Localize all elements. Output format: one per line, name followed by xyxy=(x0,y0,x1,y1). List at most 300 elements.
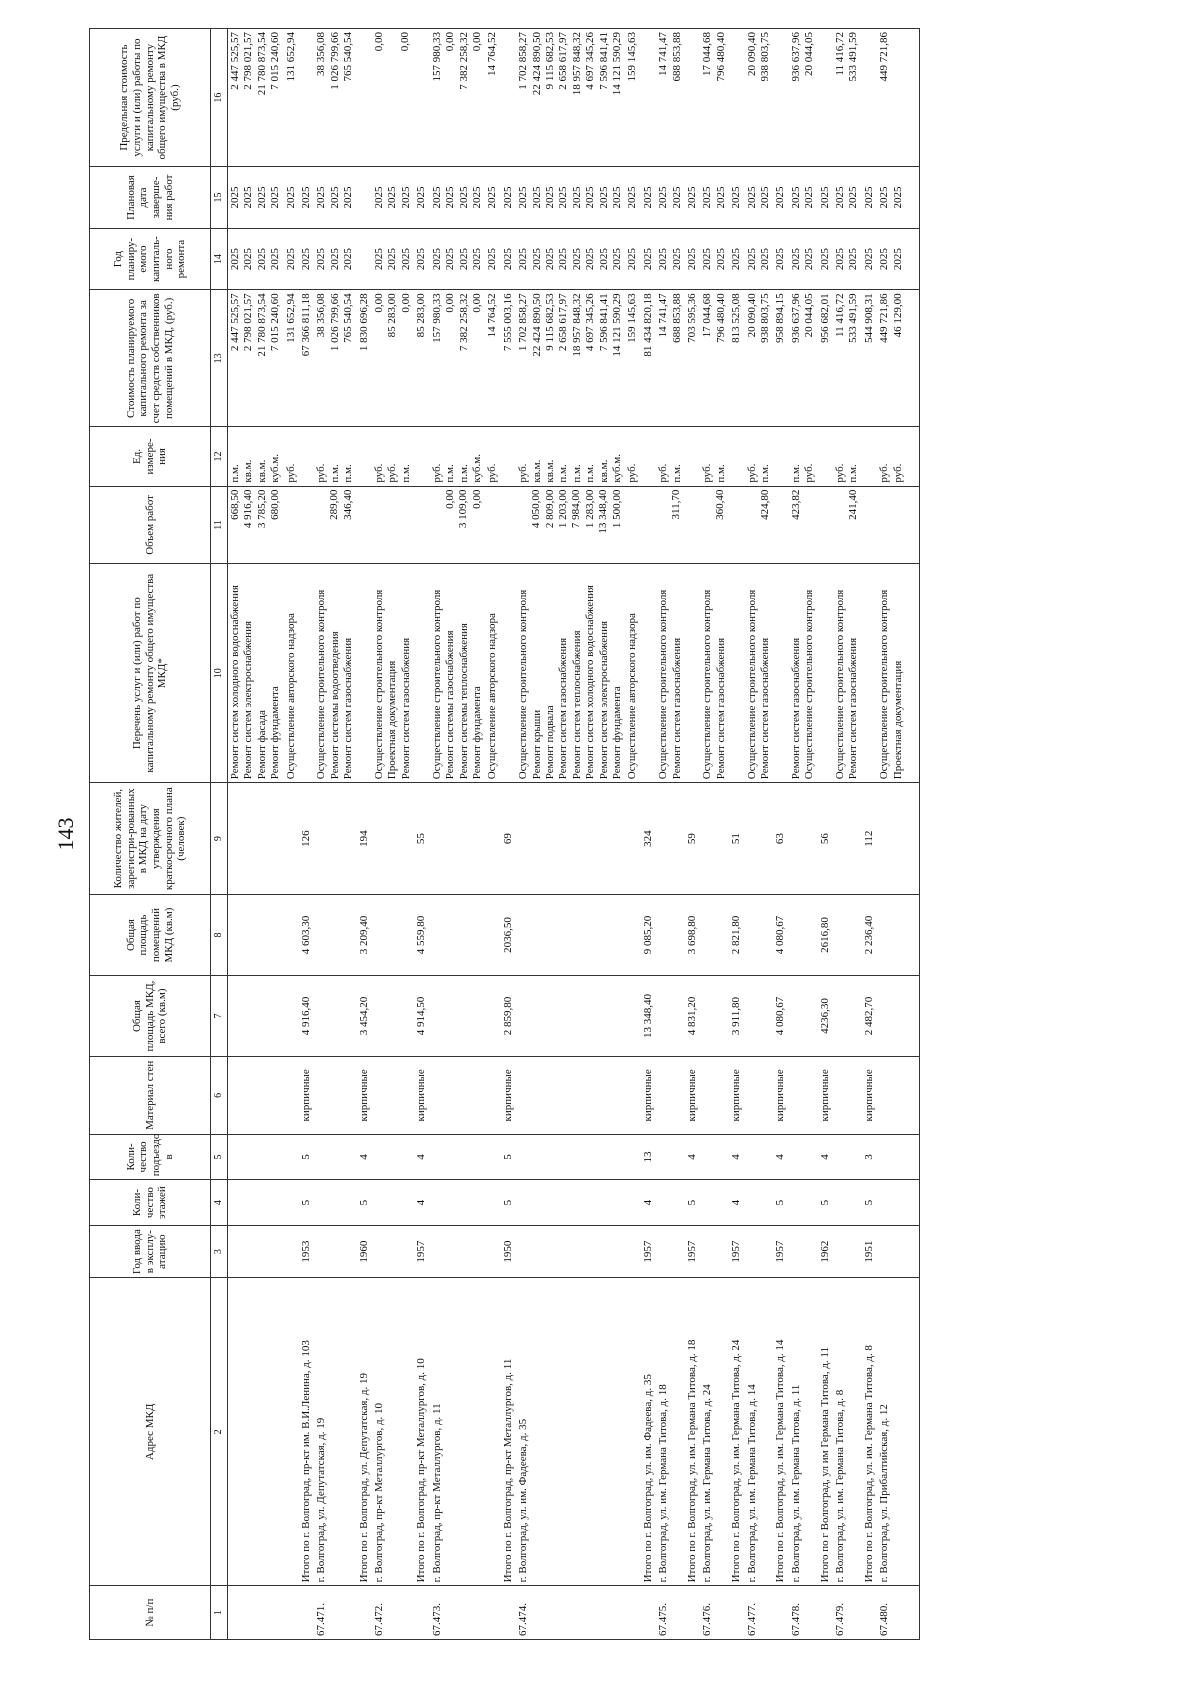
work-item: Осуществление строительного контроля xyxy=(657,589,670,780)
object-row xyxy=(789,29,818,1640)
value-line: 2025 xyxy=(269,248,282,271)
cell-address xyxy=(228,1278,284,1586)
cell-residents: 69 xyxy=(501,783,516,895)
cell-residents xyxy=(877,783,920,895)
cell-limit xyxy=(357,29,372,167)
cell-area-total: 2 482,70 xyxy=(862,976,877,1057)
work-item: Осуществление авторского надзора xyxy=(626,613,639,780)
value-line: п.м. xyxy=(557,464,570,483)
cell-repair-year: 2025 xyxy=(773,228,788,290)
work-item: Ремонт систем газоснабжения xyxy=(789,637,802,780)
cell-material xyxy=(430,1057,486,1135)
total-row xyxy=(773,29,788,1640)
cell-floors: 4 xyxy=(641,1180,656,1226)
cell-year xyxy=(656,1225,685,1277)
cell-no xyxy=(862,1586,877,1640)
value-line: 2025 xyxy=(803,248,816,271)
cell-end-date xyxy=(789,167,818,229)
work-item: Ремонт систем холодного водоснабжения xyxy=(229,585,241,780)
value-line: 2025 xyxy=(557,186,570,209)
value-line: 7 382 258,32 xyxy=(457,32,470,90)
value-line: 765 540,54 xyxy=(342,293,355,343)
cell-end-date: 2025 xyxy=(862,167,877,229)
value-line: руб. xyxy=(803,463,816,483)
value-line: 0,00 xyxy=(399,32,412,52)
cell-material: кирпичные xyxy=(299,1057,314,1135)
value-line: 131 652,94 xyxy=(284,32,297,82)
cell-repair-year: 2025 xyxy=(862,228,877,290)
value-line: 0,00 xyxy=(373,293,386,313)
value-line: 46 129,00 xyxy=(891,293,904,338)
cell-floors xyxy=(284,1180,299,1226)
cell-works xyxy=(414,564,429,783)
column-header: Объем работ xyxy=(90,486,211,564)
cell-volume xyxy=(862,486,877,564)
cell-residents: 126 xyxy=(299,783,314,895)
cell-end-date xyxy=(314,167,356,229)
value-line: 157 980,33 xyxy=(430,32,443,82)
cell-material xyxy=(745,1057,774,1135)
work-item: Ремонт систем газоснабжения xyxy=(342,637,355,780)
cell-year: 1957 xyxy=(685,1225,700,1277)
column-header: № п/п xyxy=(90,1586,211,1640)
value-line: куб.м. xyxy=(470,454,483,483)
work-item: Ремонт системы газоснабжения xyxy=(444,630,457,780)
value-line: 21 780 873,54 xyxy=(255,32,268,96)
value-line: п.м. xyxy=(229,464,241,483)
cell-residents xyxy=(284,783,299,895)
value-line: 2025 xyxy=(597,248,610,271)
value-line: 2025 xyxy=(517,248,530,271)
cell-entrances xyxy=(430,1134,486,1180)
value-line: 2025 xyxy=(328,248,341,271)
cell-works xyxy=(284,564,299,783)
work-item: Ремонт систем газоснабжения xyxy=(847,637,860,780)
cell-area-total: 4 831,20 xyxy=(685,976,700,1057)
value-line: 796 480,40 xyxy=(714,32,727,82)
value-line: 0,00 xyxy=(470,293,483,313)
cell-area-total xyxy=(700,976,729,1057)
cell-address: г. Волгоград, пр-кт Металлургов, д. 11 xyxy=(430,1278,486,1586)
cell-repair-year xyxy=(516,228,625,290)
cell-entrances: 4 xyxy=(729,1134,744,1180)
cell-year: 1951 xyxy=(862,1225,877,1277)
cell-floors: 4 xyxy=(414,1180,429,1226)
cell-total-cost: 85 283,00 xyxy=(414,290,429,427)
value-line: 2025 xyxy=(891,248,904,271)
value-line: п.м. xyxy=(570,464,583,483)
column-number: 15 xyxy=(211,167,228,229)
cell-cost xyxy=(372,290,414,427)
cell-cost xyxy=(789,290,818,427)
value-line: 2025 xyxy=(255,248,268,271)
cell-entrances xyxy=(700,1134,729,1180)
value-line: 2025 xyxy=(670,186,683,209)
cell-cost xyxy=(516,290,625,427)
cell-area-total xyxy=(833,976,862,1057)
object-row xyxy=(314,29,356,1640)
value-line: 2025 xyxy=(789,248,802,271)
value-line xyxy=(803,490,816,561)
cell-repair-year xyxy=(430,228,486,290)
object-row xyxy=(625,29,640,1640)
cell-floors: 5 xyxy=(818,1180,833,1226)
column-number: 11 xyxy=(211,486,228,564)
cell-no xyxy=(818,1586,833,1640)
cell-total-cost: 544 908,31 xyxy=(862,290,877,427)
cell-material xyxy=(284,1057,299,1135)
cell-unit xyxy=(818,427,833,486)
column-number: 6 xyxy=(211,1057,228,1135)
cell-limit xyxy=(729,29,744,167)
cell-volume xyxy=(485,486,500,564)
cell-entrances: 3 xyxy=(862,1134,877,1180)
cell-material xyxy=(625,1057,640,1135)
column-header: Коли-чество этажей xyxy=(90,1180,211,1226)
cell-volume xyxy=(745,486,774,564)
cell-total-cost: 813 525,08 xyxy=(729,290,744,427)
value-line: 20 044,05 xyxy=(803,32,816,76)
cell-material xyxy=(228,1057,284,1135)
cell-floors xyxy=(700,1180,729,1226)
cell-end-date xyxy=(357,167,372,229)
value-line xyxy=(657,490,670,561)
value-line: 2025 xyxy=(745,186,758,209)
cell-works xyxy=(228,564,284,783)
cell-address xyxy=(625,1278,640,1586)
cell-works xyxy=(773,564,788,783)
cell-cost xyxy=(745,290,774,427)
value-line: п.м. xyxy=(789,464,802,483)
cell-address: г. Волгоград, ул. им. Фадеева, д. 35 xyxy=(516,1278,625,1586)
value-line: 2025 xyxy=(597,186,610,209)
value-line: руб. xyxy=(386,463,399,483)
value-line: 1 283,00 xyxy=(583,489,596,529)
cell-area-total: 2 859,80 xyxy=(501,976,516,1057)
value-line: 2025 xyxy=(543,248,556,271)
value-line: 936 637,96 xyxy=(789,32,802,82)
value-line: 2025 xyxy=(486,186,499,209)
value-line: 2025 xyxy=(328,186,341,209)
total-row xyxy=(862,29,877,1640)
value-line: 2025 xyxy=(670,248,683,271)
cell-address: г. Волгоград, ул. им. Германа Титова, д. 18 xyxy=(656,1278,685,1586)
value-line: 14 764,52 xyxy=(486,293,499,338)
cell-volume xyxy=(414,486,429,564)
cell-material: кирпичные xyxy=(501,1057,516,1135)
cell-year: 1950 xyxy=(501,1225,516,1277)
cell-limit xyxy=(284,29,299,167)
cell-floors: 5 xyxy=(357,1180,372,1226)
column-header: Ед. измере-ния xyxy=(90,427,211,486)
value-line: 157 980,33 xyxy=(430,293,443,343)
cell-year xyxy=(430,1225,486,1277)
cell-floors xyxy=(430,1180,486,1226)
column-number: 14 xyxy=(211,228,228,290)
cell-end-date xyxy=(700,167,729,229)
cell-area-rooms: 9 085,20 xyxy=(641,895,656,976)
value-line: п.м. xyxy=(759,464,772,483)
cell-residents xyxy=(625,783,640,895)
value-line: 7 382 258,32 xyxy=(457,293,470,352)
cell-no: 67.474. xyxy=(516,1586,625,1640)
cell-area-rooms: 3 209,40 xyxy=(357,895,372,976)
value-line: кв.м. xyxy=(543,459,556,483)
cell-no xyxy=(641,1586,656,1640)
cell-area-rooms: 4 603,30 xyxy=(299,895,314,976)
cell-volume xyxy=(773,486,788,564)
value-line: п.м. xyxy=(847,464,860,483)
cell-area-rooms: 2036,50 xyxy=(501,895,516,976)
value-line: кв.м. xyxy=(242,459,255,483)
value-line: п.м. xyxy=(714,464,727,483)
value-line: 2025 xyxy=(714,186,727,209)
value-line xyxy=(431,490,444,561)
cell-area-total: 4 914,50 xyxy=(414,976,429,1057)
value-line: 2 447 525,57 xyxy=(229,32,241,90)
cell-floors: 5 xyxy=(501,1180,516,1226)
cell-works xyxy=(700,564,729,783)
value-line xyxy=(285,490,298,561)
value-line: п.м. xyxy=(342,464,355,483)
cell-year xyxy=(700,1225,729,1277)
cell-entrances xyxy=(516,1134,625,1180)
cell-residents xyxy=(745,783,774,895)
cell-area-rooms xyxy=(516,895,625,976)
value-line: руб. xyxy=(517,463,530,483)
value-line: 2025 xyxy=(878,186,891,209)
cell-no: 67.475. xyxy=(656,1586,685,1640)
value-line xyxy=(315,490,328,561)
value-line: руб. xyxy=(626,463,639,483)
cell-repair-year xyxy=(877,228,920,290)
value-line: 2025 xyxy=(557,248,570,271)
cell-area-rooms: 2 821,80 xyxy=(729,895,744,976)
cell-cost xyxy=(485,290,500,427)
value-line: 20 090,40 xyxy=(745,293,758,338)
cell-material xyxy=(833,1057,862,1135)
value-line: 14 121 590,29 xyxy=(610,32,623,96)
cell-unit xyxy=(700,427,729,486)
cell-end-date: 2025 xyxy=(773,167,788,229)
cell-works xyxy=(789,564,818,783)
cell-residents xyxy=(833,783,862,895)
value-line: п.м. xyxy=(328,464,341,483)
cell-no xyxy=(729,1586,744,1640)
cell-works xyxy=(685,564,700,783)
work-item: Осуществление строительного контроля xyxy=(701,589,714,780)
cell-no xyxy=(284,1586,299,1640)
cell-repair-year: 2025 xyxy=(818,228,833,290)
column-number: 12 xyxy=(211,427,228,486)
cell-limit xyxy=(430,29,486,167)
cell-year xyxy=(372,1225,414,1277)
cell-total-cost: 956 682,01 xyxy=(818,290,833,427)
cell-limit xyxy=(641,29,656,167)
value-line: 2025 xyxy=(486,248,499,271)
column-header: Год ввода в эксплу-атацию xyxy=(90,1225,211,1277)
cell-material: кирпичные xyxy=(818,1057,833,1135)
cell-residents: 63 xyxy=(773,783,788,895)
cell-area-total xyxy=(516,976,625,1057)
value-line: 2025 xyxy=(457,248,470,271)
value-line: 2025 xyxy=(584,248,597,271)
cell-works xyxy=(862,564,877,783)
total-row xyxy=(729,29,744,1640)
work-item: Осуществление авторского надзора xyxy=(284,613,297,780)
column-number: 3 xyxy=(211,1225,228,1277)
cell-total-cost: 1 830 696,28 xyxy=(357,290,372,427)
cell-material xyxy=(516,1057,625,1135)
cell-floors xyxy=(656,1180,685,1226)
column-header: Предельная стоимость услуги и (или) работы по капитальному ремонту общего имущества в МКД (руб.) xyxy=(90,29,211,167)
cell-limit xyxy=(773,29,788,167)
cell-address: Итого по г. Волгоград, ул. им. Фадеева, д. 35 xyxy=(641,1278,656,1586)
value-line xyxy=(834,490,847,561)
cell-material: кирпичные xyxy=(773,1057,788,1135)
value-line: 938 803,75 xyxy=(759,293,772,343)
cell-unit xyxy=(685,427,700,486)
value-line: 1 026 799,66 xyxy=(328,293,341,352)
cell-repair-year xyxy=(284,228,299,290)
column-number-row xyxy=(211,29,228,1640)
cell-residents: 112 xyxy=(862,783,877,895)
cell-year: 1957 xyxy=(729,1225,744,1277)
cell-unit xyxy=(745,427,774,486)
column-header: Общая площадь МКД, всего (кв.м) xyxy=(90,976,211,1057)
cell-end-date xyxy=(625,167,640,229)
cell-area-rooms xyxy=(700,895,729,976)
cell-no xyxy=(357,1586,372,1640)
cell-material xyxy=(314,1057,356,1135)
work-item: Ремонт систем теплоснабжения xyxy=(570,630,583,780)
object-row xyxy=(516,29,625,1640)
cell-volume xyxy=(516,486,625,564)
value-line: 2025 xyxy=(284,186,297,209)
cell-address: г. Волгоград, ул. им. Германа Титова, д. 11 xyxy=(789,1278,818,1586)
cell-address: Итого по г. Волгоград, ул. им. Германа Титова, д. 8 xyxy=(862,1278,877,1586)
cell-repair-year xyxy=(485,228,500,290)
cell-address: Итого по г. Волгоград, ул. им. Германа Титова, д. 18 xyxy=(685,1278,700,1586)
capital-repair-table xyxy=(89,28,920,1640)
cell-area-total xyxy=(656,976,685,1057)
cell-end-date: 2025 xyxy=(818,167,833,229)
value-line: 2025 xyxy=(399,186,412,209)
cell-address: г. Волгоград, ул. им. Германа Титова, д. 8 xyxy=(833,1278,862,1586)
cell-floors xyxy=(625,1180,640,1226)
cell-residents xyxy=(228,783,284,895)
cell-area-rooms xyxy=(485,895,500,976)
cell-residents xyxy=(430,783,486,895)
cell-area-total xyxy=(314,976,356,1057)
cell-repair-year xyxy=(228,228,284,290)
value-line: 533 491,59 xyxy=(847,32,860,82)
cell-unit xyxy=(773,427,788,486)
column-number: 5 xyxy=(211,1134,228,1180)
value-line: 289,00 xyxy=(328,489,341,520)
cell-residents: 51 xyxy=(729,783,744,895)
value-line: 4 916,40 xyxy=(242,489,255,529)
cell-material: кирпичные xyxy=(641,1057,656,1135)
work-item: Ремонт подвала xyxy=(543,705,556,780)
value-line: 2025 xyxy=(759,248,772,271)
value-line: 2025 xyxy=(610,248,623,271)
cell-area-total xyxy=(877,976,920,1057)
work-item: Ремонт фундамента xyxy=(269,686,282,780)
cell-cost xyxy=(833,290,862,427)
cell-repair-year: 2025 xyxy=(414,228,429,290)
object-row xyxy=(877,29,920,1640)
work-item: Осуществление строительного контроля xyxy=(430,589,443,780)
cell-repair-year: 2025 xyxy=(641,228,656,290)
value-line: 936 637,96 xyxy=(789,293,802,343)
column-header: Адрес МКД xyxy=(90,1278,211,1586)
work-item: Ремонт фундамента xyxy=(610,686,623,780)
work-item: Ремонт системы теплоснабжения xyxy=(457,623,470,780)
cell-repair-year xyxy=(789,228,818,290)
cell-area-rooms xyxy=(284,895,299,976)
cell-volume xyxy=(284,486,299,564)
value-line: 796 480,40 xyxy=(714,293,727,343)
value-line: 2025 xyxy=(891,186,904,209)
value-line: 424,80 xyxy=(758,489,771,520)
column-header: Общая площадь помещений МКД (кв.м) xyxy=(90,895,211,976)
value-line: 2025 xyxy=(759,186,772,209)
cell-unit xyxy=(729,427,744,486)
cell-residents: 55 xyxy=(414,783,429,895)
work-item: Осуществление строительного контроля xyxy=(878,589,891,780)
cell-unit xyxy=(625,427,640,486)
cell-works xyxy=(485,564,500,783)
value-line: 0,00 xyxy=(470,489,483,509)
cell-entrances xyxy=(284,1134,299,1180)
total-row xyxy=(299,29,314,1640)
value-line: руб. xyxy=(373,463,386,483)
value-line: 2025 xyxy=(242,186,255,209)
cell-works xyxy=(833,564,862,783)
column-number: 10 xyxy=(211,564,228,783)
value-line: 9 115 682,53 xyxy=(543,293,556,351)
cell-limit xyxy=(314,29,356,167)
value-line: 2025 xyxy=(373,248,386,271)
cell-works xyxy=(516,564,625,783)
cell-entrances: 5 xyxy=(501,1134,516,1180)
cell-volume xyxy=(656,486,685,564)
cell-repair-year: 2025 xyxy=(501,228,516,290)
cell-total-cost: 67 366 811,18 xyxy=(299,290,314,427)
value-line: 2025 xyxy=(470,186,483,209)
cell-limit xyxy=(372,29,414,167)
value-line: 2025 xyxy=(242,248,255,271)
value-line xyxy=(892,32,905,163)
cell-no: 67.479. xyxy=(833,1586,862,1640)
cell-address: Итого по г. Волгоград, ул. им. Германа Титова, д. 24 xyxy=(729,1278,744,1586)
cell-area-rooms: 2616,80 xyxy=(818,895,833,976)
cell-entrances: 4 xyxy=(773,1134,788,1180)
value-line: 2025 xyxy=(803,186,816,209)
cell-floors: 4 xyxy=(729,1180,744,1226)
cell-area-rooms xyxy=(372,895,414,976)
value-line: 159 145,63 xyxy=(626,32,639,82)
cell-volume xyxy=(877,486,920,564)
cell-limit xyxy=(516,29,625,167)
cell-end-date xyxy=(228,167,284,229)
cell-volume xyxy=(299,486,314,564)
value-line: руб. xyxy=(315,463,328,483)
work-item: Осуществление строительного контроля xyxy=(803,589,816,780)
object-row xyxy=(656,29,685,1640)
cell-year xyxy=(284,1225,299,1277)
